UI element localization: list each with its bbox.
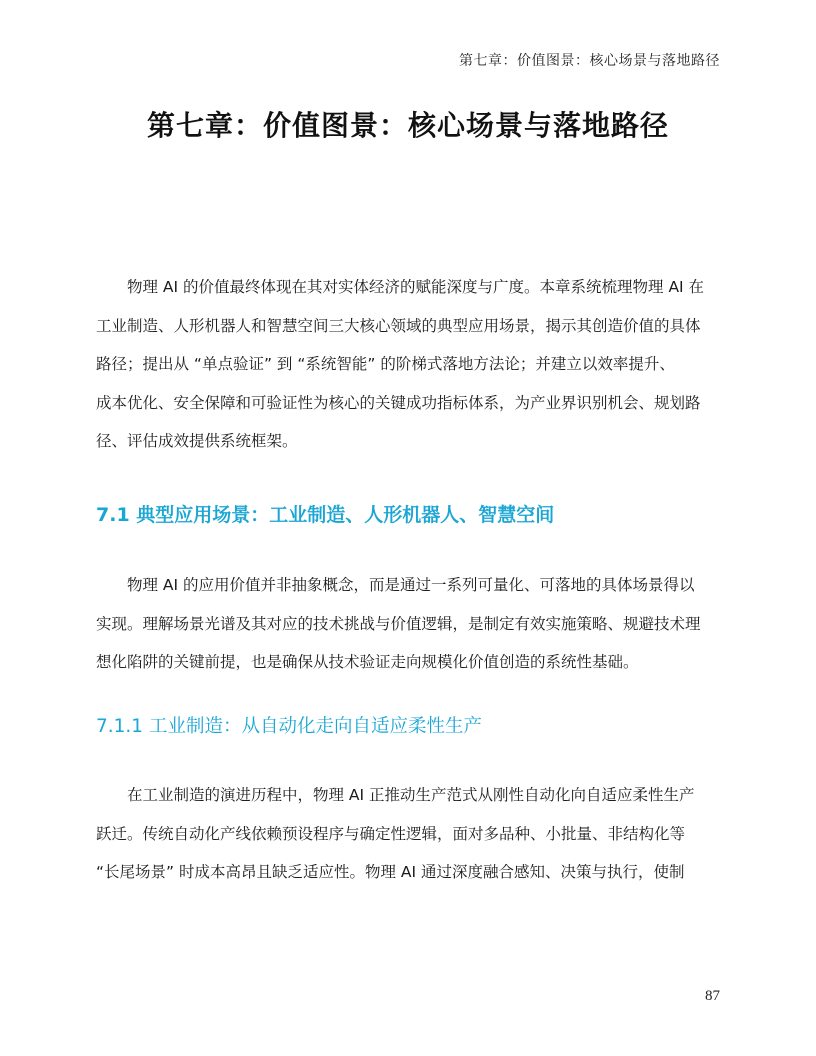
paragraph-line: 物理 AI 的应用价值并非抽象概念，而是通过一系列可量化、可落地的具体场景得以: [127, 576, 695, 594]
running-header: 第七章：价值图景：核心场景与落地路径: [459, 53, 720, 69]
paragraph-line: 路径；提出从 “单点验证” 到 “系统智能” 的阶梯式落地方法论；并建立以效率提升、: [96, 355, 675, 373]
paragraph-line: 径、评估成效提供系统框架。: [96, 432, 298, 450]
paragraph-line: 实现。理解场景光谱及其对应的技术挑战与价值逻辑，是制定有效实施策略、规避技术理: [96, 614, 701, 633]
intro-paragraph: [96, 268, 722, 461]
paragraph-line: “长尾场景” 时成本高昂且缺乏适应性。物理 AI 通过深度融合感知、决策与执行，使制: [96, 863, 685, 881]
section-heading-7-1: 7.1 典型应用场景：工业制造、人形机器人、智慧空间: [96, 504, 555, 526]
paragraph-line: 工业制造、人形机器人和智慧空间三大核心领域的典型应用场景，揭示其创造价值的具体: [96, 316, 701, 335]
chapter-title: 第七章：价值图景：核心场景与落地路径: [146, 109, 669, 142]
paragraph-line: 在工业制造的演进历程中，物理 AI 正推动生产范式从刚性自动化向自适应柔性生产: [127, 786, 695, 804]
paragraph-line: 物理 AI 的价值最终体现在其对实体经济的赋能深度与广度。本章系统梳理物理 AI 在: [127, 278, 705, 296]
section-7-1-paragraph: [96, 566, 722, 682]
paragraph-line: 成本优化、安全保障和可验证性为核心的关键成功指标体系，为产业界识别机会、规划路: [96, 393, 701, 412]
section-heading-7-1-1: 7.1.1 工业制造：从自动化走向自适应柔性生产: [96, 716, 482, 737]
paragraph-line: 跃迁。传统自动化产线依赖预设程序与确定性逻辑，面对多品种、小批量、非结构化等: [96, 824, 686, 843]
section-7-1-1-paragraph: [96, 776, 722, 892]
page-number: 87: [705, 988, 720, 1004]
paragraph-line: 想化陷阱的关键前提，也是确保从技术验证走向规模化价值创造的系统性基础。: [96, 653, 639, 671]
